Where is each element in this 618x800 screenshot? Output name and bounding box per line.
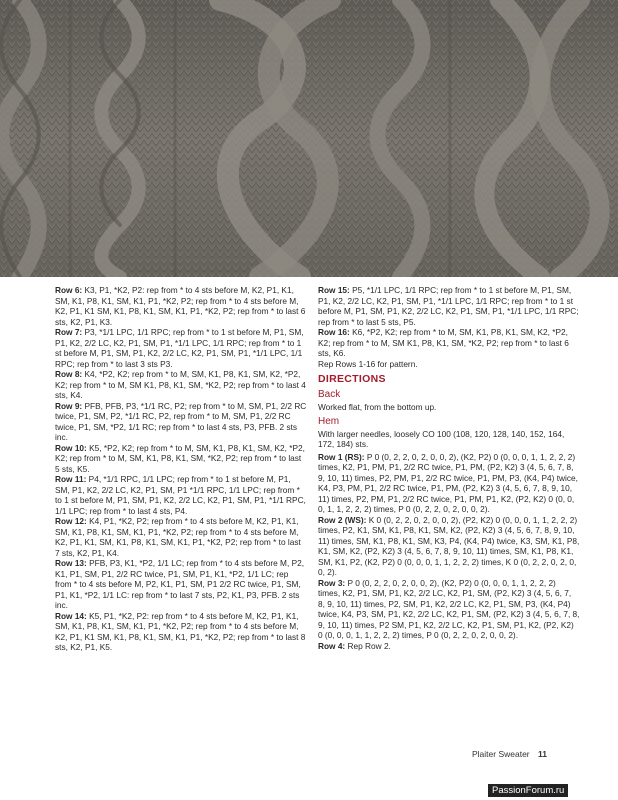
pattern-row <box>318 641 580 652</box>
pattern-row <box>55 327 307 369</box>
pattern-row <box>318 515 580 578</box>
row-text: K4, *P2, K2; rep from * to M, SM, K1, P8, K1, SM, K2, *P2, K2; rep from * to M, SM K1, P8, K1, SM, *K2, P2; rep from * to last 4 sts, K4. <box>55 369 306 400</box>
row-text: K6, *P2, K2; rep from * to M, SM, K1, P8, K1, SM, K2, *P2, K2; rep from * to M, SM K1, P8, K1, SM, *K2, P2; rep from * to last 6 sts, K6. <box>318 327 569 358</box>
row-text: P3, *1/1 LPC, 1/1 RPC; rep from * to 1 st before M, P1, SM, P1, K2, 2/2 LC, K2, P1, SM, P1, *1/1 LPC, 1/1 RPC; rep from * to 1 st before M, P1, SM, P1, K2, 2/2 LC, K2, P1, SM, P1, *1/1 LPC, 1/1 RPC; rep from * to last 3 sts P3. <box>55 327 304 369</box>
pattern-row <box>55 443 307 475</box>
row-label: Row 12: <box>55 516 87 526</box>
page-footer <box>472 749 547 759</box>
page-number: 11 <box>538 749 548 759</box>
row-label: Row 14: <box>55 610 87 621</box>
pattern-row <box>318 578 580 641</box>
watermark: PassionForum.ru <box>488 784 568 797</box>
hem-heading: Hem <box>318 415 340 427</box>
row-text: P 0 (0, 2, 2, 0, 2, 0, 0, 2), (K2, P2) 0 (0, 0, 0, 1, 1, 2, 2, 2) times, K2, P1, PM, P1, 2/2 RC twice, P1, PM, (P2, K2) 3 (4, 5, 6, 7, 8, 9, 10, 11) times, P2, PM, P1, 2/2 RC twice, P1, PM, P3, (K4, P4) twice, K4, P3, PM, P1, 2/2 RC twice, P1, PM, (P2, K2) 3 (4, 5, 6, 7, 8, 9, 10, 11) times, P2, PM, P1, 2/2 RC twice, P1, PM, P1, K2, (P2, K2) 0 (0, 0, 0, 1, 1, 2, 2, 2) times, P 0 (0, 2, 2, 0, 2, 0, 0, 2). <box>318 451 578 514</box>
pattern-row <box>318 327 580 359</box>
row-text: K5, *P2, K2; rep from * to M, SM, K1, P8, K1, SM, K2, *P2, K2; rep from * to M, SM, K1, P8, K1, SM, *K2, P2; rep from * to last 5 sts, K5. <box>55 442 305 474</box>
row-text: P 0 (0, 2, 2, 0, 2, 0, 0, 2), (K2, P2) 0 (0, 0, 0, 1, 1, 2, 2, 2) times, K2, P1, SM, P1, K2, 2/2 LC, K2, P1, SM, (P2, K2) 3 (4, 5, 6, 7, 8, 9, 10, 11) times, P2, SM, P1, K2, 2/2 LC, K2, P1, SM, P3, (K4, P4) twice, K4, P3, SM, P1, K2, 2/2 LC, K2, P1, SM, (P2, K2) 3 (4, 5, 6, 7, 8, 9, 10, 11) times, P2 SM, P1, K2, 2/2 LC, K2, P1, SM, P1, K2, (P2, K2) 0 (0, 0, 0, 1, 1, 2, 2, 2) times, P 0 (0, 2, 2, 0, 2, 0, 0, 2). <box>318 577 580 640</box>
pattern-row <box>55 285 307 327</box>
pattern-row <box>318 285 580 327</box>
pattern-row <box>55 611 307 653</box>
row-text: P4, *1/1 RPC, 1/1 LPC; rep from * to 1 st before M, P1, SM, P1, K2, 2/2 LC, K2, P1, SM, P1 *1/1 RPC, 1/1 LPC; rep from * to 1 st before M, P1, SM, P1, K2, 2/2 LC, K2, P1, SM, P1, *1/1 RPC, 1/1 LPC; rep from * to last 4 sts, P4. <box>55 474 306 516</box>
hem-note: With larger needles, loosely CO 100 (108, 120, 128, 140, 152, 164, 172, 184) sts. <box>318 428 565 449</box>
row-label: Row 15: <box>318 285 350 295</box>
pattern-row <box>318 452 580 515</box>
row-label: Row 4: <box>318 640 346 651</box>
row-text: Rep Row 2. <box>347 640 391 651</box>
row-text: PFB, PFB, P3, *1/1 RC, P2; rep from * to M, SM, P1, 2/2 RC twice, P1, SM, P2, *1/1 RC, P2, rep from * to M, SM, P1, 2/2 RC twice, P1, SM, *P2, 1/1 RC; rep from * to last 4 sts, P3, PFB. 2 sts inc. <box>55 400 307 442</box>
knit-fabric-photo <box>0 0 618 277</box>
row-label: Row 1 (RS): <box>318 451 365 462</box>
row-label: Row 3: <box>318 577 346 588</box>
row-text: K3, P1, *K2, P2: rep from * to 4 sts before M, K2, P1, K1, SM, K1, P8, K1, SM, K1, P1, *K2, P2; rep from * to 4 sts before M, K2, P1, K1 SM, K1, P8, K1, SM, K1, P1, *K2, P2; rep from * to last 6 sts, K2, P1, K3. <box>55 285 306 327</box>
pattern-row <box>55 401 307 443</box>
row-label: Row 6: <box>55 285 83 295</box>
pattern-row <box>55 369 307 401</box>
right-column <box>318 285 580 651</box>
row-text: K4, P1, *K2, P2; rep from * to 4 sts before M, K2, P1, K1, SM, K1, P8, K1, SM, K1, P1, *K2, P2; rep from * to 4 sts before M, K2, P1, K1, SM, K1, P8, K1, SM, K1, P1, *K2, P2; rep from * to last 7 sts, K2, P1, K4. <box>55 516 301 558</box>
row-text: K5, P1, *K2, P2: rep from * to 4 sts before M, K2, P1, K1, SM, K1, P8, K1, SM, K1, P1, *K2, P2; rep from * to 4 sts before M, K2, P1, K1 SM, K1, P8, K1, SM, K1, P1, *K2, P2; rep from * to last 8 sts, K2, P1, K5. <box>55 610 306 652</box>
row-text: PFB, P3, K1, *P2, 1/1 LC; rep from * to 4 sts before M, P2, K1, P1, SM, P1, 2/2 RC twice, P1, SM, P1, K1, *P2, 1/1 LC; rep from * to 4 sts before M, P2, K1, P1, SM, P1 2/2 RC twice, P1, SM, P1, K1, *P2, 1/1 LC: rep from * to last 7 sts, P2, K1, P3, PFB. 2 sts inc. <box>55 558 305 610</box>
row-label: Row 8: <box>55 369 83 379</box>
row-label: Row 2 (WS): <box>318 514 367 525</box>
row-label: Row 11: <box>55 474 87 484</box>
row-text: K 0 (0, 2, 2, 0, 2, 0, 0, 2), (P2, K2) 0 (0, 0, 0, 1, 1, 2, 2, 2) times, P2, K1, SM, K1, P8, K1, SM, K2, (P2, K2) 3 (4, 5, 6, 7, 8, 9, 10, 11) times, SM, K1, P8, K1, SM, K3, P4, (K4, P4) twice, K3, SM, K1, P8, K1, SM, K2, (P2, K2) 3 (4, 5, 6, 7, 8, 9, 10, 11) times, SM, K1, P8, K1, SM, K1, P2, (K2, P2) 0 (0, 0, 0, 1, 1, 2, 2, 2) times, K 0 (0, 2, 2, 0, 2, 0, 0, 2). <box>318 514 580 577</box>
pattern-row <box>318 359 580 370</box>
pattern-row <box>55 474 307 516</box>
row-label: Row 16: <box>318 327 350 337</box>
back-note: Worked flat, from the bottom up. <box>318 402 437 412</box>
row-label: Row 7: <box>55 327 83 337</box>
row-label: Row 9: <box>55 400 83 411</box>
footer-title: Plaiter Sweater <box>472 749 530 759</box>
left-column <box>55 285 307 653</box>
knit-fabric-illustration <box>0 0 618 277</box>
directions-heading: DIRECTIONS <box>318 373 386 385</box>
pattern-row <box>55 516 307 558</box>
row-text: Rep Rows 1-16 for pattern. <box>318 358 418 369</box>
row-text: P5, *1/1 LPC, 1/1 RPC; rep from * to 1 st before M, P1, SM, P1, K2, 2/2 LC, K2, P1, SM, P1, *1/1 LPC, 1/1 RPC; rep from * to 1 st before M, P1, SM, P1, K2, 2/2 LC, K2, P1, SM, P1, *1/1 LPC, 1/1 RPC; rep from * to last 5 sts, P5. <box>318 285 579 327</box>
back-heading: Back <box>318 389 341 400</box>
row-label: Row 13: <box>55 558 87 568</box>
pattern-row <box>55 558 307 611</box>
row-label: Row 10: <box>55 442 87 453</box>
